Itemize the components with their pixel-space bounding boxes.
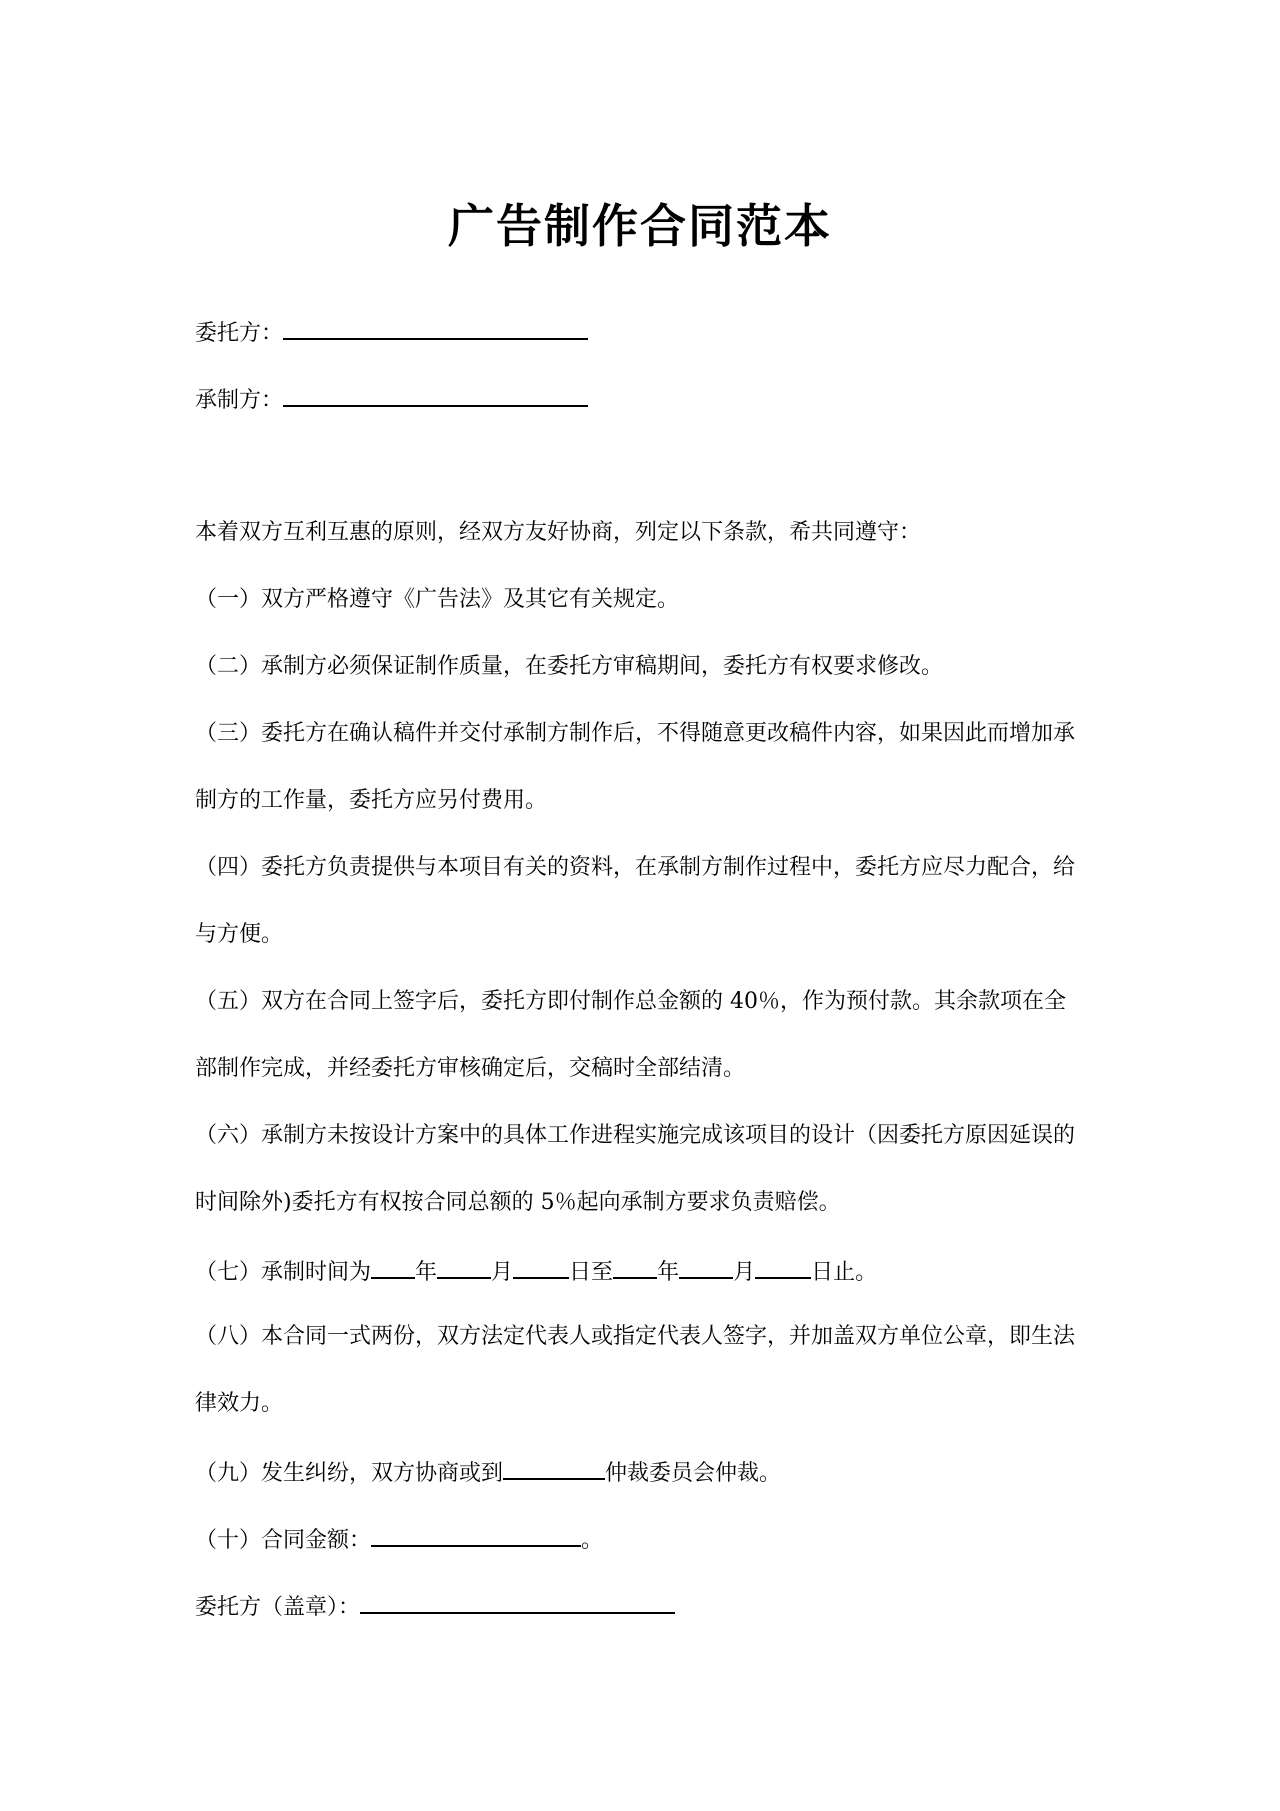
clause-6-line-1: （六）承制方未按设计方案中的具体工作进程实施完成该项目的设计（因委托方原因延误的: [195, 1123, 1076, 1148]
page-title: 广告制作合同范本: [448, 199, 832, 253]
clause-7: [195, 1255, 877, 1288]
day-blank-1: [513, 1255, 569, 1279]
clause-9: [195, 1456, 781, 1489]
maker-line: [195, 383, 588, 416]
clause-10-suffix: 。: [581, 1528, 604, 1553]
client-line: [195, 316, 588, 349]
clause-4-line-2: 与方便。: [195, 922, 284, 947]
clause-7-day-end: 日止。: [811, 1260, 878, 1285]
clause-9-prefix: （九）发生纠纷，双方协商或到: [195, 1461, 504, 1486]
year-blank-2: [613, 1255, 657, 1279]
clause-7-year-1: 年: [415, 1260, 438, 1285]
month-blank-2: [679, 1255, 733, 1279]
clause-9-suffix: 仲裁委员会仲裁。: [605, 1461, 782, 1486]
maker-label: 承制方：: [195, 388, 284, 413]
client-blank: [283, 316, 588, 340]
clause-1: （一）双方严格遵守《广告法》及其它有关规定。: [195, 587, 680, 612]
clause-6-line-2: 时间除外)委托方有权按合同总额的 5％起向承制方要求负责赔偿。: [195, 1190, 841, 1215]
clause-7-prefix: （七）承制时间为: [195, 1260, 372, 1285]
month-blank-1: [437, 1255, 491, 1279]
day-blank-2: [755, 1255, 811, 1279]
clause-7-year-2: 年: [657, 1260, 680, 1285]
client-label: 委托方：: [195, 321, 284, 346]
year-blank-1: [371, 1255, 415, 1279]
clause-8-line-2: 律效力。: [195, 1391, 284, 1416]
clause-10-prefix: （十）合同金额：: [195, 1528, 372, 1553]
client-seal-line: [195, 1590, 675, 1623]
arbitration-blank: [503, 1456, 605, 1480]
maker-blank: [283, 383, 588, 407]
amount-blank: [371, 1523, 581, 1547]
clause-2: （二）承制方必须保证制作质量，在委托方审稿期间，委托方有权要求修改。: [195, 654, 944, 679]
clause-7-day-to: 日至: [569, 1260, 614, 1285]
clause-8-line-1: （八）本合同一式两份，双方法定代表人或指定代表人签字，并加盖双方单位公章，即生法: [195, 1324, 1076, 1349]
clause-5-line-2: 部制作完成，并经委托方审核确定后，交稿时全部结清。: [195, 1056, 746, 1081]
clause-7-month-1: 月: [491, 1260, 514, 1285]
clause-4-line-1: （四）委托方负责提供与本项目有关的资料，在承制方制作过程中，委托方应尽力配合，给: [195, 855, 1076, 880]
intro-paragraph: 本着双方互利互惠的原则，经双方友好协商，列定以下条款，希共同遵守：: [195, 520, 922, 545]
clause-3-line-1: （三）委托方在确认稿件并交付承制方制作后，不得随意更改稿件内容，如果因此而增加承: [195, 721, 1076, 746]
client-seal-label: 委托方（盖章）：: [195, 1595, 361, 1620]
clause-7-month-2: 月: [733, 1260, 756, 1285]
clause-5-line-1: （五）双方在合同上签字后，委托方即付制作总金额的 40％，作为预付款。其余款项在全: [195, 989, 1066, 1014]
clause-3-line-2: 制方的工作量，委托方应另付费用。: [195, 788, 548, 813]
client-seal-blank: [360, 1590, 675, 1614]
clause-10: [195, 1523, 603, 1556]
